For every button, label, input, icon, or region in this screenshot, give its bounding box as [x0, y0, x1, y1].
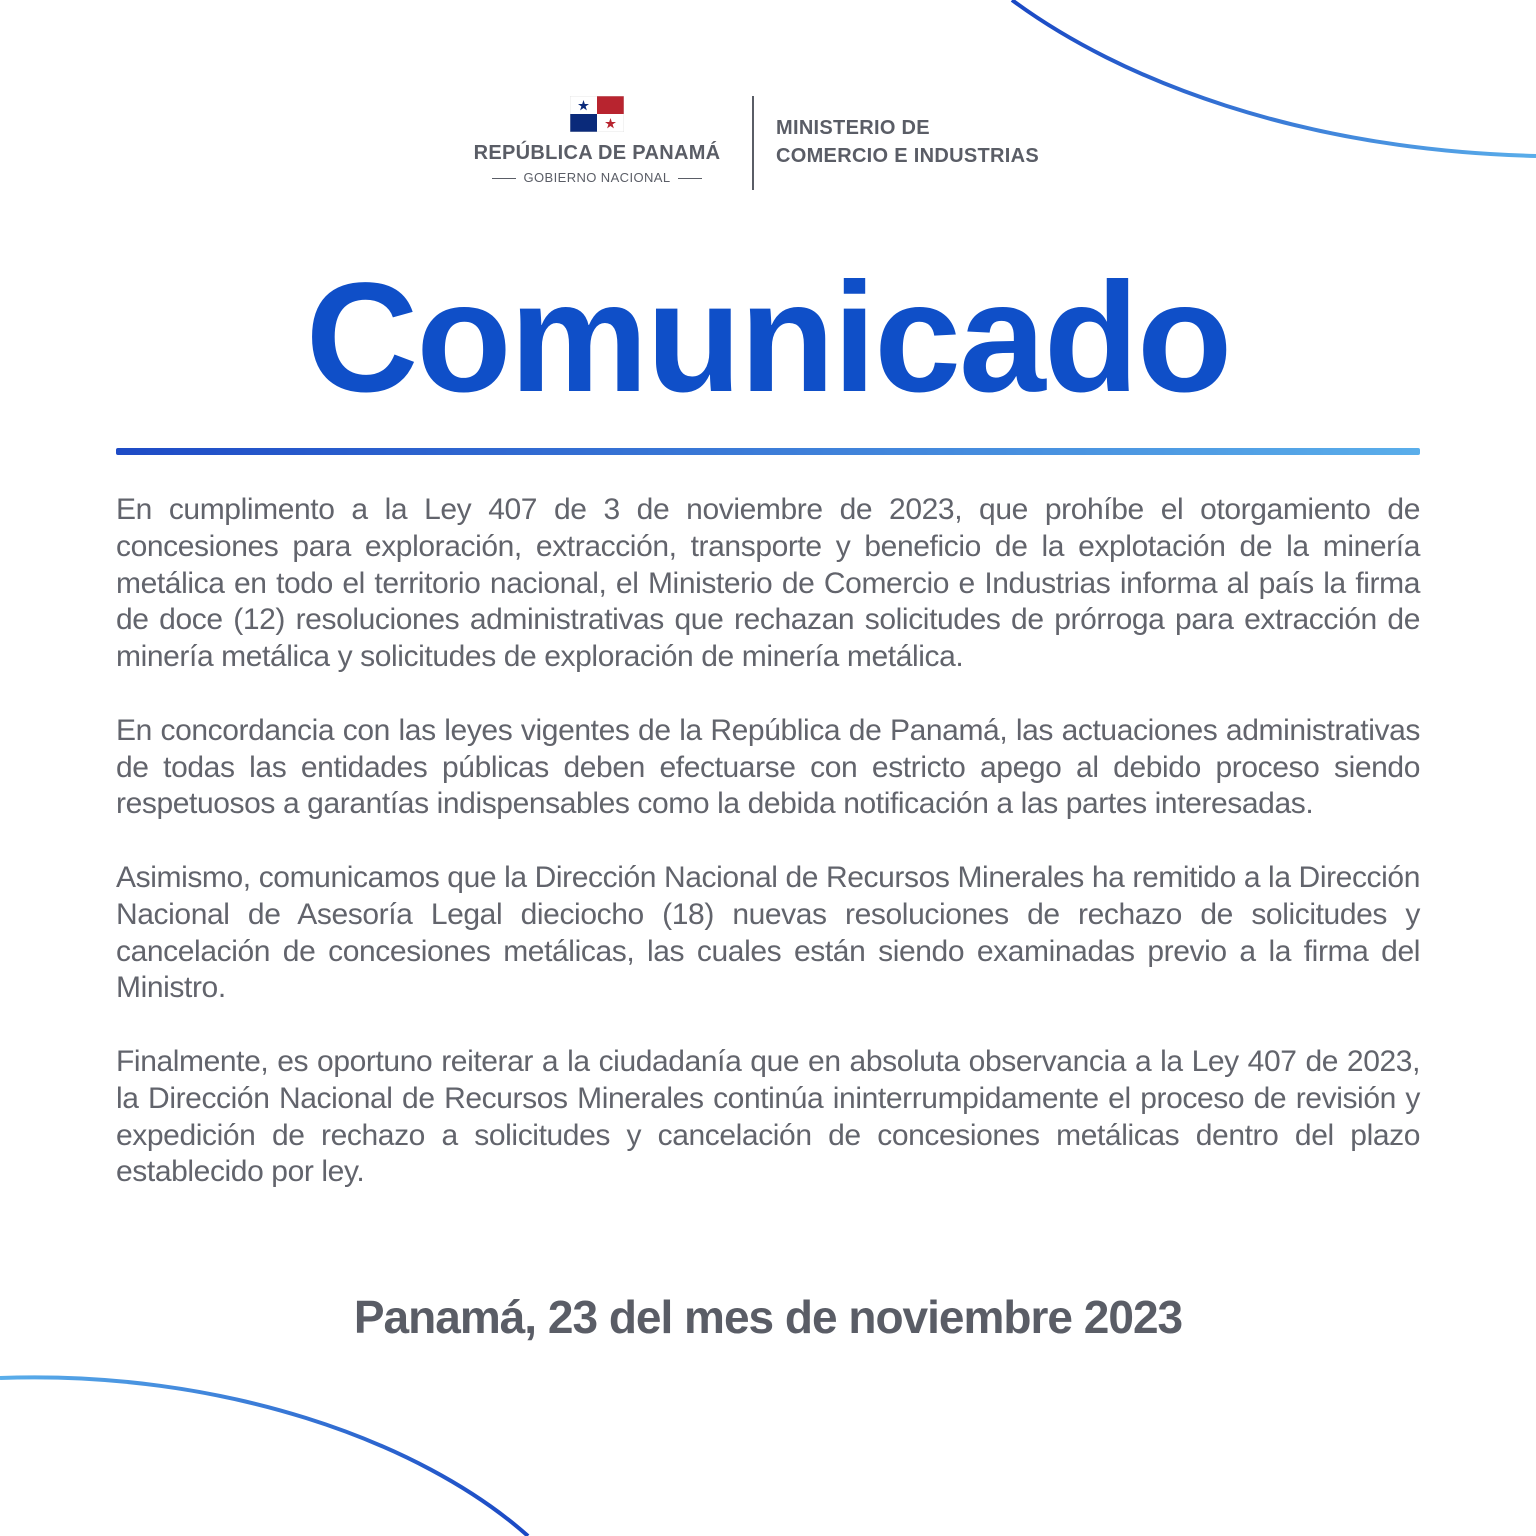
ministry-name	[776, 114, 1106, 170]
title-underline	[116, 448, 1420, 455]
header	[0, 96, 1536, 191]
ministry-line-1: MINISTERIO DE	[776, 117, 930, 139]
government-text: GOBIERNO NACIONAL	[523, 170, 671, 185]
header-divider	[752, 96, 754, 190]
dash-right	[678, 178, 702, 179]
country-name: REPÚBLICA DE PANAMÁ	[473, 142, 721, 164]
paragraph-2: En concordancia con las leyes vigentes de la República de Panamá, las actuaciones administrativas de todas las entidades públicas deben efectuarse con estricto apego al debido proceso siendo respetuosos a garantías indispensables como la debida notificación a las partes interesadas.	[116, 713, 1420, 821]
page-title: Comunicado	[305, 251, 1231, 425]
panama-flag-icon	[570, 96, 624, 132]
dash-left	[492, 178, 516, 179]
paragraph-4: Finalmente, es oportuno reiterar a la ciudadanía que en absoluta observancia a la Ley 407 de 2023, la Dirección Nacional de Recursos Minerales continúa ininterrumpidamente el proceso de revisión y expedición de rechazo a solicitudes y cancelación de concesiones metálicas dentro del plazo establecido por ley.	[116, 1044, 1420, 1189]
paragraph-1: En cumplimento a la Ley 407 de 3 de noviembre de 2023, que prohíbe el otorgamiento de concesiones para exploración, extracción, transporte y beneficio de la explotación de la minería metálica en todo el territorio nacional, el Ministerio de Comercio e Industrias informa al país la firma de doce (12) resoluciones administrativas que rechazan solicitudes de prórroga para extracción de minería metálica y solicitudes de exploración de minería metálica.	[116, 493, 1420, 674]
communique-body	[116, 492, 1420, 1228]
dateline: Panamá, 23 del mes de noviembre 2023	[353, 1291, 1183, 1343]
government-logo-block	[462, 96, 732, 191]
bottom-left-arc	[0, 1377, 528, 1536]
ministry-line-2: COMERCIO E INDUSTRIAS	[776, 145, 1039, 167]
paragraph-3: Asimismo, comunicamos que la Dirección Nacional de Recursos Minerales ha remitido a la Dirección Nacional de Asesoría Legal dieciocho (18) nuevas resoluciones de rechazo de solicitudes y cancelación de concesiones metálicas, las cuales están siendo examinadas previo a la firma del Ministro.	[116, 860, 1420, 1005]
government-label	[462, 170, 732, 185]
